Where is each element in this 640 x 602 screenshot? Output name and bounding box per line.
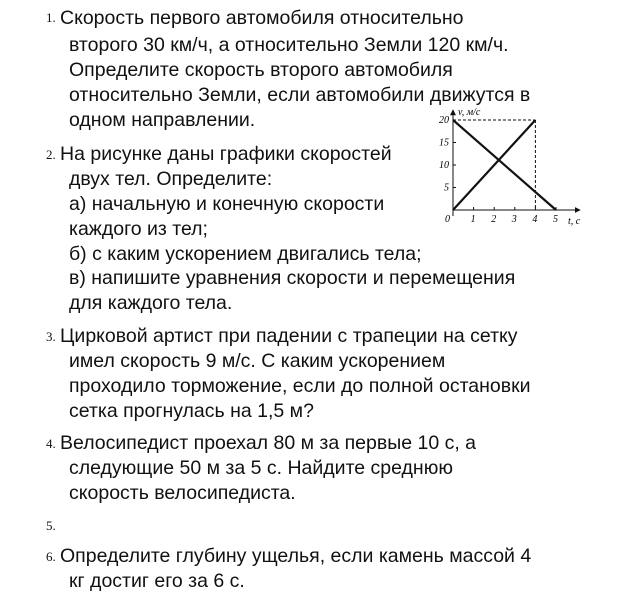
problem-6-line: Определите глубину ущелья, если камень массой 4 — [60, 545, 532, 567]
problem-3-line: проходило торможение, если до полной остановки — [69, 375, 531, 397]
problem-2-line: двух тел. Определите: — [69, 168, 273, 190]
item-number: 5. — [46, 518, 56, 533]
problem-2-line: в) напишите уравнения скорости и перемещения — [69, 267, 516, 289]
item-number: 4. — [46, 436, 56, 451]
problem-4-line: Велосипедист проехал 80 м за первые 10 с, а — [60, 432, 477, 454]
y-axis-label: v, м/с — [458, 107, 481, 118]
x-tick-label: 1 — [470, 214, 476, 225]
item-number: 3. — [46, 329, 56, 344]
problem-1-line: относительно Земли, если автомобили движутся в — [69, 84, 531, 106]
series-line-1 — [453, 120, 535, 210]
y-tick-label: 5 — [444, 182, 449, 194]
y-tick-label: 20 — [439, 115, 449, 126]
problem-1-line: Определите скорость второго автомобиля — [69, 59, 453, 81]
problem-6-line: кг достиг его за 6 с. — [69, 570, 245, 592]
problem-2-line: а) начальную и конечную скорости — [69, 193, 385, 215]
velocity-chart — [416, 104, 592, 230]
problem-2-line: б) с каким ускорением двигались тела; — [69, 243, 422, 265]
x-tick-label: 5 — [553, 214, 558, 225]
series-line-2 — [453, 120, 556, 210]
item-number: 1. — [46, 10, 56, 25]
problem-3-line: Цирковой артист при падении с трапеции на сетку — [60, 325, 518, 347]
problem-2-line: для каждого тела. — [69, 292, 233, 314]
x-tick-label: 2 — [491, 214, 497, 225]
problem-3-line: сетка прогнулась на 1,5 м? — [69, 400, 314, 422]
x-tick-label: 4 — [532, 214, 538, 225]
problem-2-line: На рисунке даны графики скоростей — [60, 143, 392, 165]
x-axis-label: t, c — [568, 216, 581, 227]
problem-1-line: одном направлении. — [69, 109, 256, 131]
problem-4-line: следующие 50 м за 5 с. Найдите среднюю — [69, 457, 453, 479]
y-tick-label: 10 — [439, 160, 449, 171]
x-tick-label: 3 — [511, 214, 517, 225]
y-tick-label: 15 — [439, 137, 449, 149]
problem-1-line: второго 30 км/ч, а относительно Земли 120 км/ч. — [69, 34, 509, 56]
x-tick-label: 0 — [445, 214, 450, 225]
problem-3-line: имел скорость 9 м/с. С каким ускорением — [69, 350, 446, 372]
problem-2-line: каждого из тел; — [69, 218, 208, 240]
item-number: 6. — [46, 549, 56, 564]
item-number: 2. — [46, 147, 56, 162]
problem-4-line: скорость велосипедиста. — [69, 482, 296, 504]
problem-1-line: Скорость первого автомобиля относительно — [60, 7, 464, 29]
